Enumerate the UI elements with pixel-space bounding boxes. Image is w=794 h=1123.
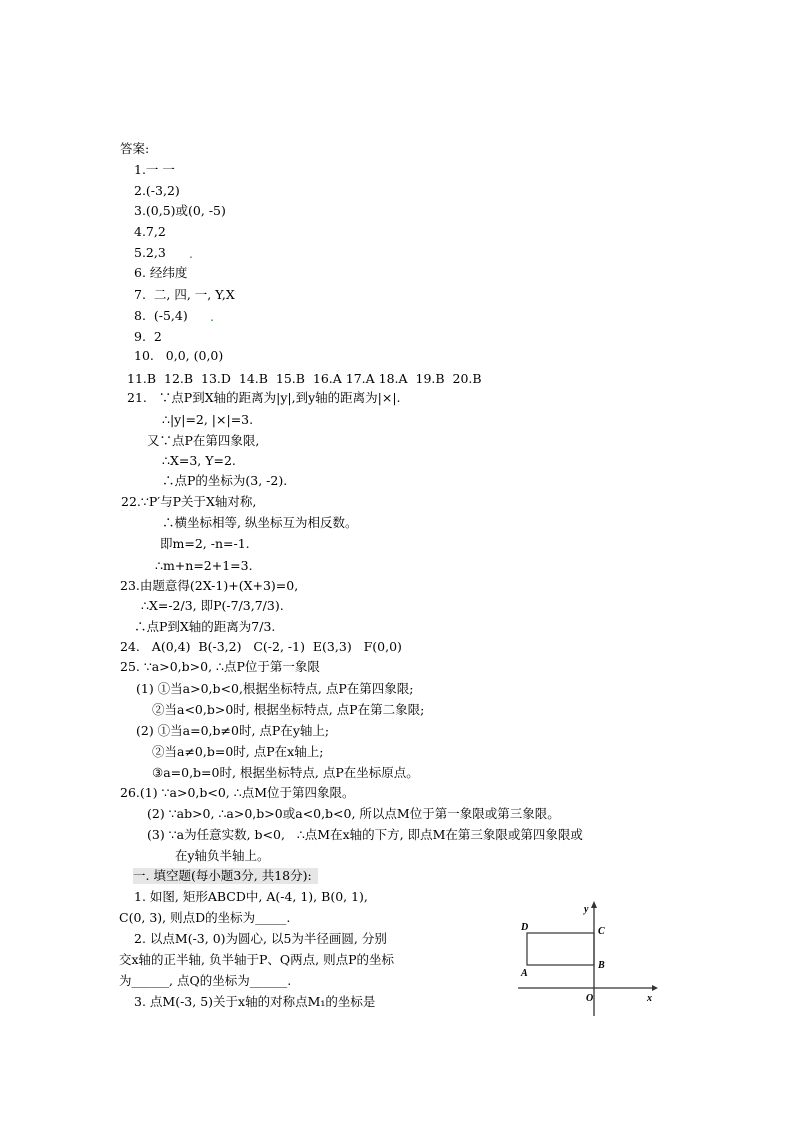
label-y: y: [584, 904, 589, 915]
label-o: O: [586, 993, 594, 1004]
y-axis-arrow: [591, 901, 597, 908]
answer-25-line: ②当a<0,b>0时, 根据坐标特点, 点P在第二象限;: [152, 702, 425, 717]
green-dot: .: [210, 309, 214, 324]
answer-21: 21. ∵点P到X轴的距离为|y|,到y轴的距离为|×|.: [127, 390, 401, 405]
question-line: 2. 以点M(-3, 0)为圆心, 以5为半径画圆, 分别: [134, 931, 387, 946]
answer-25: 25. ∵a>0,b>0, ∴点P位于第一象限: [120, 659, 320, 674]
answer-25-line: (1) ①当a>0,b<0,根据坐标特点, 点P在第四象限;: [136, 681, 414, 696]
answer-21-line: ∴X=3, Y=2.: [162, 453, 236, 468]
green-dot: .: [189, 246, 193, 261]
answer-25-line: ③a=0,b=0时, 根据坐标特点, 点P在坐标原点。: [152, 765, 419, 780]
answer-23: 23.由题意得(2X-1)+(X+3)=0,: [120, 578, 299, 593]
answer-4: 4.7,2: [134, 224, 166, 239]
question-line: 3. 点M(-3, 5)关于x轴的对称点M₁的坐标是: [134, 994, 376, 1009]
answer-6: 6. 经纬度: [134, 265, 188, 280]
answer-26: 26.(1) ∵a>0,b<0, ∴点M位于第四象限。: [120, 785, 355, 800]
answer-22-line: ∴横坐标相等, 纵坐标互为相反数。: [162, 515, 358, 530]
answer-25-line: ②当a≠0,b=0时, 点P在x轴上;: [152, 744, 324, 759]
rectangle-figure: [510, 898, 660, 1023]
label-d: D: [521, 922, 529, 933]
answer-5: 5.2,3: [134, 245, 166, 260]
rectangle-abcd: [527, 933, 594, 965]
answer-21-line: 又∵点P在第四象限,: [147, 433, 260, 448]
answer-26-line: (3) ∵a为任意实数, b<0, ∴点M在x轴的下方, 即点M在第三象限或第四象限或: [147, 827, 583, 842]
answer-23-line: ∴点P到X轴的距离为7/3.: [134, 619, 276, 634]
answer-25-line: (2) ①当a=0,b≠0时, 点P在y轴上;: [136, 723, 330, 738]
answers-heading: 答案:: [120, 141, 150, 156]
answer-23-line: ∴X=-2/3, 即P(-7/3,7/3).: [141, 598, 284, 613]
answer-1: 1.一 一: [134, 162, 175, 177]
answer-7: 7. 二, 四, 一, Y,X: [134, 287, 235, 302]
label-b: B: [598, 960, 605, 971]
x-axis-arrow: [652, 985, 658, 991]
answer-21-line: ∴|y|=2, |×|=3.: [162, 412, 254, 427]
answer-26-line: (2) ∵ab>0, ∴a>0,b>0或a<0,b<0, 所以点M位于第一象限或第三象限。: [147, 806, 560, 821]
answer-21-line: ∴点P的坐标为(3, -2).: [162, 473, 288, 488]
section-title: 一. 填空题(每小题3分, 共18分):: [133, 868, 318, 884]
answer-22: 22.∵P′与P关于X轴对称,: [121, 494, 257, 509]
answers-11-20: 11.B 12.B 13.D 14.B 15.B 16.A 17.A 18.A 19.B 20.B: [127, 371, 482, 386]
label-a: A: [521, 968, 528, 979]
question-line: 交x轴的正半轴, 负半轴于P、Q两点, 则点P的坐标: [119, 952, 395, 967]
label-x: x: [647, 993, 652, 1004]
question-line: 1. 如图, 矩形ABCD中, A(-4, 1), B(0, 1),: [134, 889, 368, 904]
answer-10: 10. 0,0, (0,0): [134, 348, 224, 363]
question-line: C(0, 3), 则点D的坐标为_____.: [119, 910, 291, 925]
answer-9: 9. 2: [134, 329, 162, 344]
answer-22-line: 即m=2, -n=-1.: [160, 536, 250, 551]
answer-3: 3.(0,5)或(0, -5): [134, 203, 226, 218]
answer-26-line: 在y轴负半轴上。: [175, 848, 270, 863]
question-line: 为______, 点Q的坐标为______.: [119, 973, 292, 988]
answer-22-line: ∴m+n=2+1=3.: [155, 558, 253, 573]
label-c: C: [598, 926, 605, 937]
answer-8: 8. (-5,4): [134, 308, 188, 323]
answer-2: 2.(-3,2): [134, 183, 180, 198]
answer-24: 24. A(0,4) B(-3,2) C(-2, -1) E(3,3) F(0,0): [120, 639, 402, 654]
